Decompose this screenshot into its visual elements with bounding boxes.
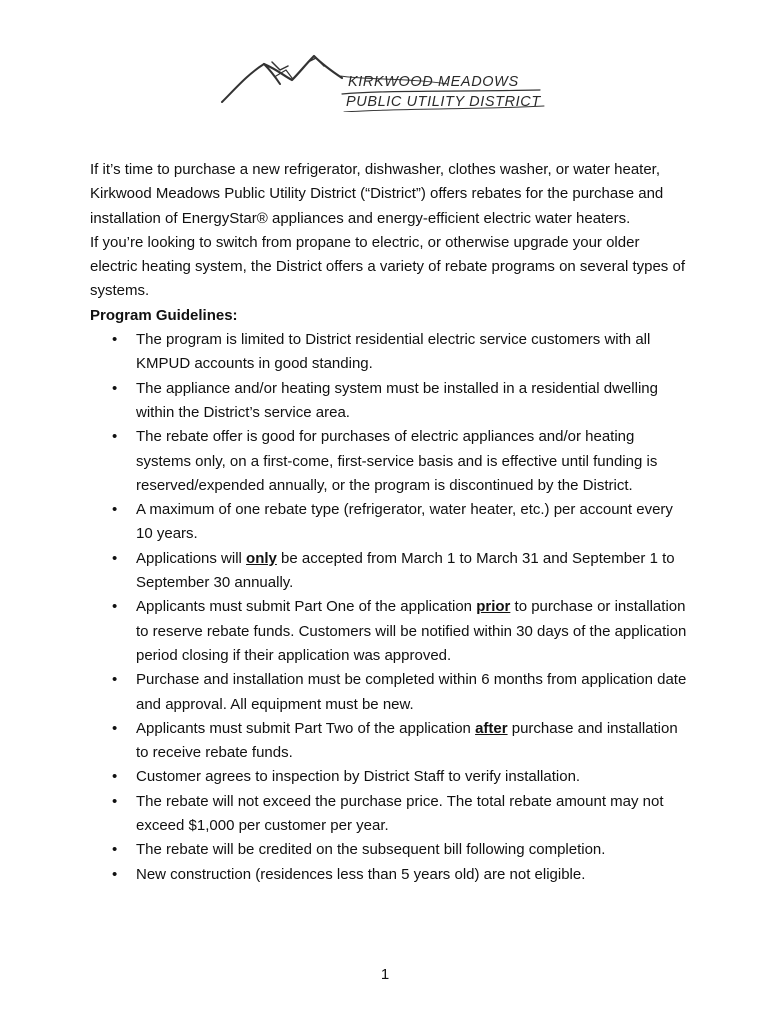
list-item-text: be accepted from March 1 to March 31 and September 1 to September 30 annually. — [136, 549, 675, 592]
district-logo — [218, 50, 548, 112]
list-item-text: Applications will — [136, 549, 247, 567]
list-item-text: The program is limited to District residential electric service customers with all KMPUD accounts in good standing. — [136, 331, 651, 373]
list-item — [90, 863, 690, 887]
list-item — [90, 838, 690, 862]
list-item — [90, 377, 690, 426]
list-item-text: A maximum of one rebate type (refrigerator, water heater, etc.) per account every 10 years. — [136, 501, 673, 543]
page-number: 1 — [380, 966, 390, 983]
emphasis-only: only — [246, 549, 277, 567]
list-item-text: The appliance and/or heating system must be installed in a residential dwelling within the District’s service area. — [136, 379, 658, 421]
logo-line-1: KIRKWOOD MEADOWS — [348, 74, 519, 90]
list-item-text: Applicants must submit Part Two of the application — [136, 719, 476, 737]
intro-paragraph-1: If it’s time to purchase a new refrigerator, dishwasher, clothes washer, or water heater, Kirkwood Meadows Public Utility District (“District”) offers rebates for the purchase and installation of EnergyStar® appliances and energy-efficient electric water heaters. — [90, 161, 664, 227]
list-item — [90, 425, 690, 498]
list-item-text: purchase and installation to receive rebate funds. — [136, 719, 678, 762]
list-item-text: The rebate will not exceed the purchase price. The total rebate amount may not exceed $1,000 per customer per year. — [136, 792, 664, 835]
logo-line-2: PUBLIC UTILITY DISTRICT — [346, 94, 541, 110]
list-item-text: The rebate will be credited on the subsequent bill following completion. — [136, 841, 606, 859]
intro-paragraph-2: If you’re looking to switch from propane to electric, or otherwise upgrade your older electric heating system, the District offers a variety of rebate programs on several types of systems. — [90, 233, 685, 300]
list-item — [90, 790, 690, 839]
list-item — [90, 595, 690, 668]
list-item-text: Purchase and installation must be completed within 6 months from application date and approval. All equipment must be new. — [136, 671, 687, 713]
list-item — [90, 328, 690, 377]
list-item — [90, 717, 690, 766]
list-item — [90, 668, 690, 717]
document-body — [90, 158, 690, 887]
list-item — [90, 765, 690, 789]
guidelines-heading: Program Guidelines: — [90, 306, 238, 324]
list-item-text: The rebate offer is good for purchases of electric appliances and/or heating systems only, on a first-come, first-service basis and is effective until funding is reserved/expended annually, or the program is discontinued by the District. — [136, 428, 658, 494]
emphasis-prior: prior — [476, 598, 511, 616]
guidelines-list — [90, 328, 690, 887]
emphasis-after: after — [475, 719, 508, 737]
list-item — [90, 547, 690, 596]
list-item-text: Applicants must submit Part One of the application — [136, 598, 477, 616]
list-item-text: Customer agrees to inspection by District Staff to verify installation. — [136, 768, 581, 786]
list-item-text: New construction (residences less than 5 years old) are not eligible. — [136, 865, 586, 883]
list-item — [90, 498, 690, 547]
list-item-text: to purchase or installation to reserve rebate funds. Customers will be notified within 30 days of the application period closing if their application was approved. — [136, 598, 687, 664]
